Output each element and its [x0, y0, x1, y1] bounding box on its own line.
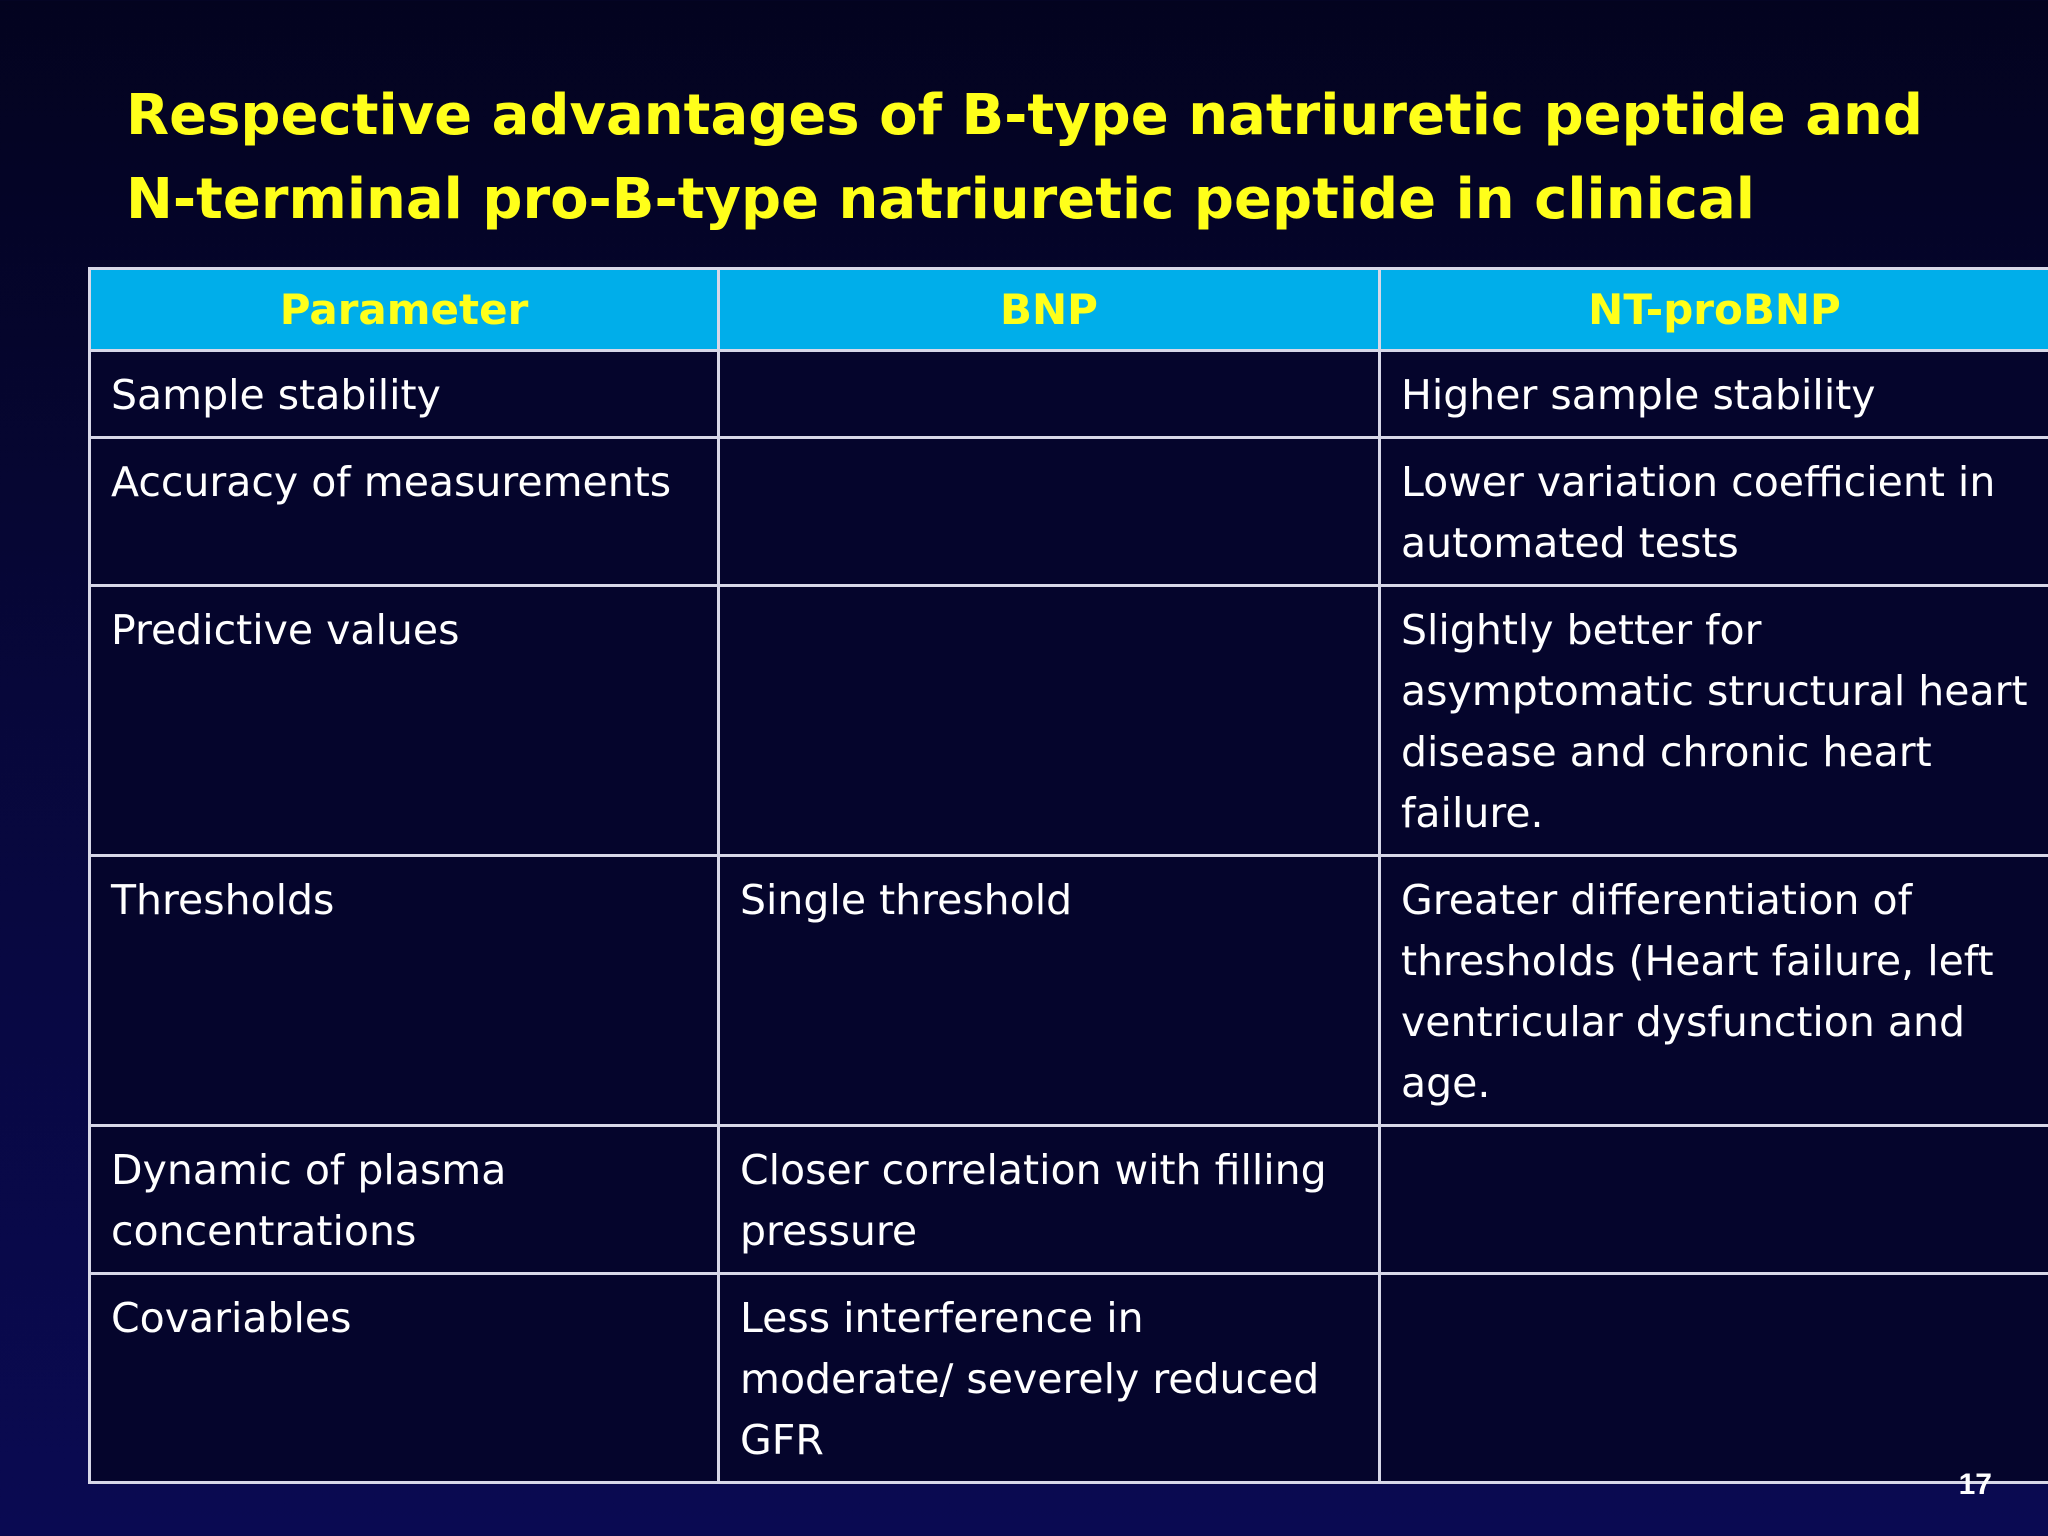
header-nt-probnp: NT-proBNP — [1380, 269, 2048, 351]
cell-bnp: Closer correlation with filling pressure — [719, 1126, 1380, 1274]
table-row — [90, 351, 2048, 438]
cell-bnp: Less interference in moderate/ severely reduced GFR — [719, 1274, 1380, 1483]
cell-bnp — [719, 438, 1380, 586]
table-row — [90, 856, 2048, 1126]
cell-nt-probnp: Higher sample stability — [1380, 351, 2048, 438]
cell-bnp — [719, 351, 1380, 438]
cell-bnp — [719, 586, 1380, 856]
cell-parameter: Dynamic of plasma concentrations — [90, 1126, 719, 1274]
header-bnp: BNP — [719, 269, 1380, 351]
cell-nt-probnp — [1380, 1274, 2048, 1483]
cell-parameter: Covariables — [90, 1274, 719, 1483]
cell-parameter: Accuracy of measurements — [90, 438, 719, 586]
cell-parameter: Sample stability — [90, 351, 719, 438]
table-row — [90, 438, 2048, 586]
cell-parameter: Predictive values — [90, 586, 719, 856]
cell-nt-probnp: Slightly better for asymptomatic structural heart disease and chronic heart failure. — [1380, 586, 2048, 856]
cell-nt-probnp: Greater differentiation of thresholds (Heart failure, left ventricular dysfunction and age. — [1380, 856, 2048, 1126]
comparison-table — [88, 267, 2048, 1484]
table-header-row — [90, 269, 2048, 351]
table-row — [90, 586, 2048, 856]
table-row — [90, 1126, 2048, 1274]
cell-bnp: Single threshold — [719, 856, 1380, 1126]
slide-title: Respective advantages of B-type natriuretic peptide and N-terminal pro-B-type natriuretic peptide in clinical — [126, 83, 1924, 232]
header-parameter: Parameter — [90, 269, 719, 351]
cell-nt-probnp — [1380, 1126, 2048, 1274]
table-row — [90, 1274, 2048, 1483]
cell-parameter: Thresholds — [90, 856, 719, 1126]
page-number: 17 — [1958, 1468, 1992, 1501]
cell-nt-probnp: Lower variation coefficient in automated tests — [1380, 438, 2048, 586]
